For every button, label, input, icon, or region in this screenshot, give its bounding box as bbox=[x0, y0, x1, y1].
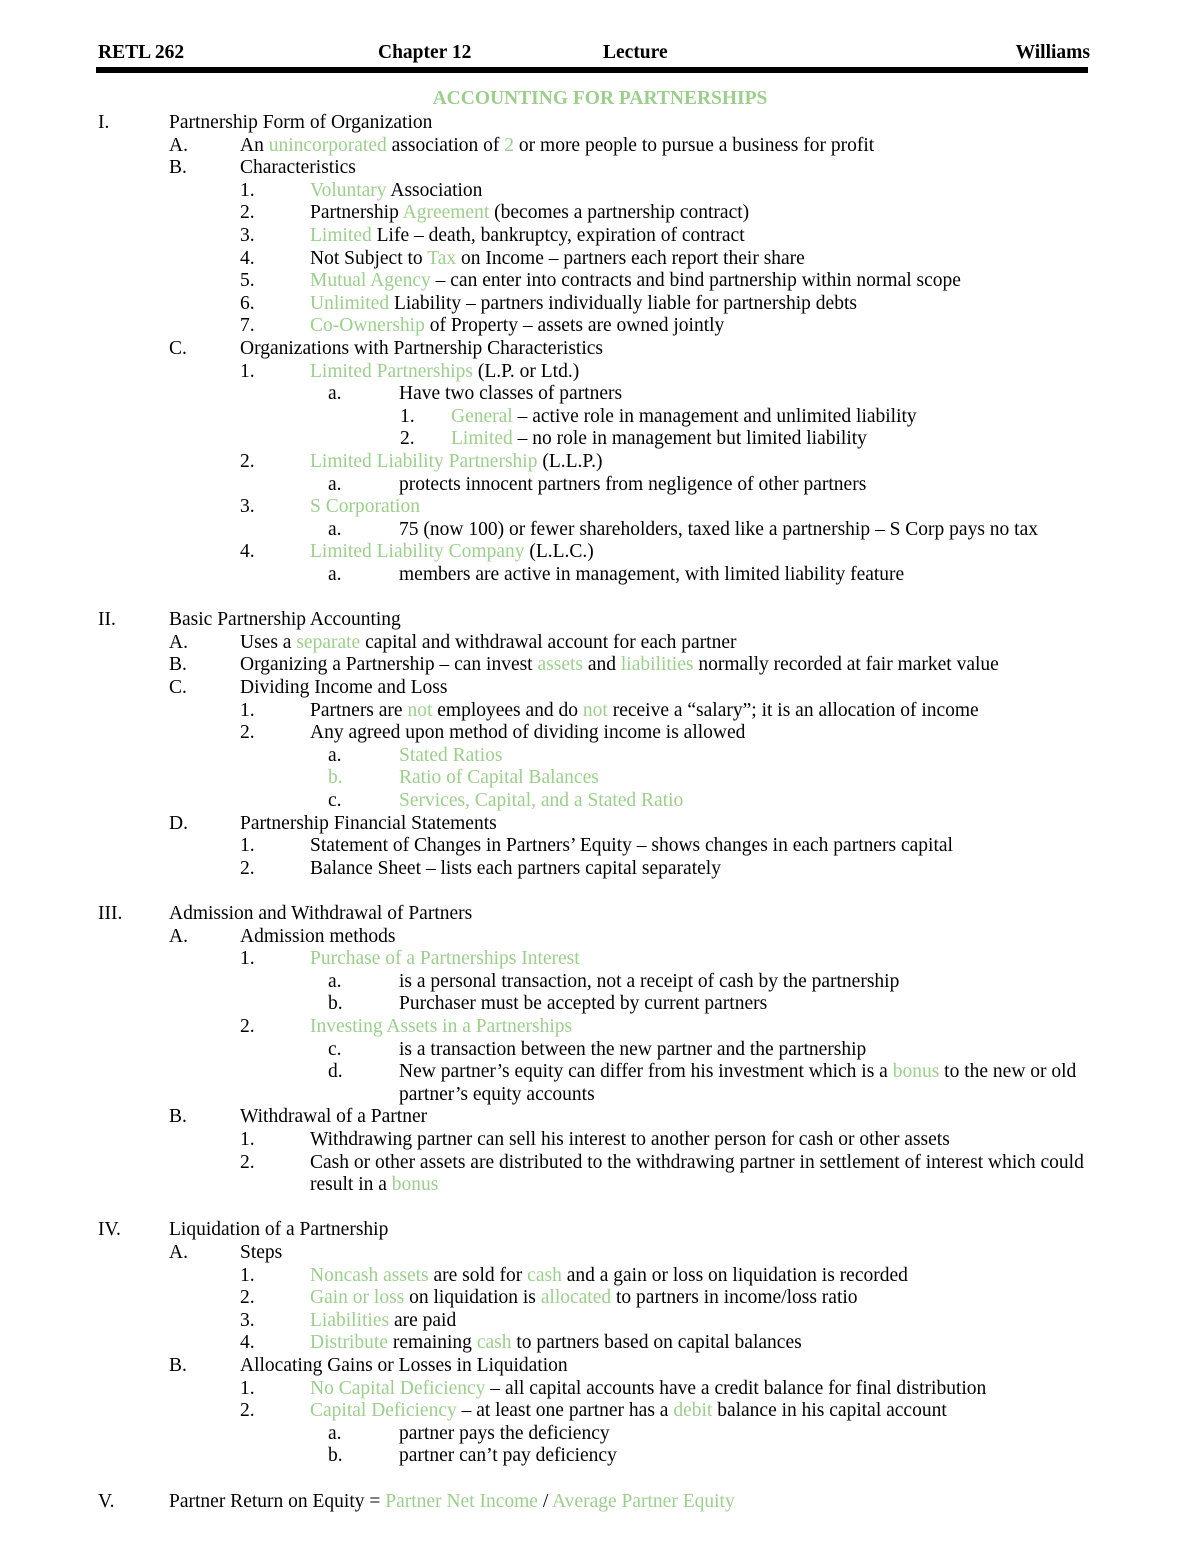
text-run: Characteristics bbox=[240, 157, 356, 179]
outline-line bbox=[0, 135, 1200, 157]
text-run: – at least one partner has a bbox=[456, 1400, 674, 1422]
outline-text bbox=[310, 1174, 438, 1196]
outline-text bbox=[399, 745, 502, 767]
outline-text bbox=[169, 1219, 388, 1241]
text-run: are sold for bbox=[428, 1264, 528, 1286]
outline-line bbox=[0, 361, 1200, 383]
outline-line bbox=[0, 790, 1200, 812]
outline-marker: A. bbox=[169, 1242, 188, 1263]
outline-marker: A. bbox=[169, 925, 188, 947]
outline-text bbox=[399, 519, 1038, 541]
outline-text bbox=[310, 835, 953, 857]
outline-marker: 3. bbox=[240, 1309, 255, 1331]
outline-text bbox=[240, 1242, 282, 1264]
outline-marker: IV. bbox=[98, 1219, 121, 1241]
highlighted-term: Limited Liability Company bbox=[310, 541, 525, 563]
text-run: result in a bbox=[310, 1174, 392, 1196]
outline-marker: a. bbox=[328, 383, 342, 405]
text-run: (becomes a partnership contract) bbox=[489, 202, 750, 224]
text-run: Life – death, bankruptcy, expiration of contract bbox=[371, 225, 745, 246]
outline-marker: C. bbox=[169, 677, 187, 698]
outline-text bbox=[310, 496, 420, 518]
highlighted-term: Tax bbox=[427, 247, 457, 269]
outline-line bbox=[0, 993, 1200, 1015]
outline-marker: V. bbox=[98, 1490, 115, 1512]
text-run: partner can’t pay deficiency bbox=[399, 1445, 617, 1467]
text-run: balance in his capital account bbox=[712, 1400, 947, 1422]
outline-marker: 1. bbox=[240, 179, 255, 201]
highlighted-term: Limited Liability Partnership bbox=[310, 451, 538, 472]
outline-marker: a. bbox=[328, 970, 342, 992]
outline-text bbox=[310, 948, 580, 970]
outline-line bbox=[0, 677, 1200, 699]
outline-line bbox=[0, 1332, 1200, 1354]
outline-text bbox=[399, 971, 899, 993]
text-run: Allocating Gains or Losses in Liquidation bbox=[240, 1355, 568, 1376]
text-run: – active role in management and unlimited liability bbox=[512, 405, 917, 427]
text-run: (L.L.C.) bbox=[524, 541, 594, 563]
outline-line bbox=[0, 1242, 1200, 1264]
outline-marker: d. bbox=[328, 1061, 343, 1083]
outline-line bbox=[0, 1106, 1200, 1128]
outline-line bbox=[0, 926, 1200, 948]
outline-text bbox=[310, 722, 745, 744]
outline-text bbox=[399, 1445, 617, 1467]
outline-line bbox=[0, 157, 1200, 179]
outline-text bbox=[310, 1016, 572, 1038]
highlighted-term: Capital Deficiency bbox=[310, 1400, 457, 1422]
outline-text bbox=[310, 1378, 986, 1400]
text-run: Admission and Withdrawal of Partners bbox=[169, 903, 473, 924]
text-run: Partnership Financial Statements bbox=[240, 812, 497, 834]
highlighted-term: allocated bbox=[540, 1287, 612, 1309]
outline-text bbox=[310, 248, 805, 270]
text-run: Organizations with Partnership Characteristics bbox=[240, 338, 604, 359]
text-run: Basic Partnership Accounting bbox=[169, 609, 401, 631]
outline-line bbox=[0, 383, 1200, 405]
outline-marker: b. bbox=[328, 993, 343, 1015]
text-run: Purchaser must be accepted by current partners bbox=[399, 993, 768, 1015]
highlighted-term: Investing Assets in a Partnerships bbox=[310, 1016, 573, 1037]
highlighted-term: cash bbox=[527, 1264, 562, 1286]
outline-marker: 6. bbox=[240, 292, 255, 314]
outline-text bbox=[169, 903, 472, 925]
text-run: are paid bbox=[389, 1309, 457, 1331]
text-run: Statement of Changes in Partners’ Equity – shows changes in each partners capital bbox=[310, 835, 953, 857]
outline-line bbox=[0, 338, 1200, 360]
outline-line bbox=[0, 1355, 1200, 1377]
highlighted-term: Agreement bbox=[402, 202, 490, 224]
outline-line bbox=[0, 248, 1200, 270]
outline-marker: B. bbox=[169, 654, 187, 676]
text-run: members are active in management, with limited liability feature bbox=[399, 564, 905, 585]
outline-marker: 2. bbox=[400, 428, 415, 450]
highlighted-term: bonus bbox=[892, 1061, 940, 1083]
outline-line bbox=[0, 632, 1200, 654]
outline-text bbox=[310, 202, 749, 224]
outline-line bbox=[0, 609, 1200, 631]
highlighted-term: Average Partner Equity bbox=[552, 1490, 735, 1512]
outline-line bbox=[0, 541, 1200, 563]
outline-text bbox=[310, 858, 721, 880]
highlighted-term: No Capital Deficiency bbox=[310, 1377, 486, 1399]
outline-marker: 1. bbox=[240, 1129, 255, 1150]
outline-text bbox=[310, 225, 745, 247]
outline-line bbox=[0, 835, 1200, 857]
text-run: – can enter into contracts and bind partnership within normal scope bbox=[430, 270, 961, 292]
outline-text bbox=[310, 1400, 947, 1422]
outline-line bbox=[0, 406, 1200, 428]
outline-marker: c. bbox=[328, 1038, 342, 1060]
highlighted-term: Mutual Agency bbox=[310, 270, 431, 292]
highlighted-term: Unlimited bbox=[310, 292, 390, 314]
outline-line bbox=[0, 722, 1200, 744]
text-run: capital and withdrawal account for each partner bbox=[360, 631, 737, 653]
highlighted-term: Limited Partnerships bbox=[310, 360, 474, 382]
outline-text bbox=[451, 428, 867, 450]
outline-marker: II. bbox=[98, 609, 116, 631]
highlighted-term: Stated Ratios bbox=[399, 744, 503, 766]
highlighted-term: Distribute bbox=[310, 1332, 388, 1354]
outline-marker: 2. bbox=[240, 857, 255, 879]
text-run: Partnership Form of Organization bbox=[169, 112, 433, 133]
outline-line bbox=[0, 948, 1200, 970]
outline-text bbox=[240, 135, 874, 157]
outline-marker: a. bbox=[328, 518, 342, 540]
outline-line bbox=[0, 858, 1200, 880]
outline-marker: 2. bbox=[240, 1016, 255, 1037]
text-run: or more people to pursue a business for profit bbox=[514, 134, 875, 156]
outline-text bbox=[240, 677, 447, 699]
text-run: Steps bbox=[240, 1242, 283, 1263]
outline-line bbox=[0, 745, 1200, 767]
highlighted-term: Co-Ownership bbox=[310, 315, 425, 337]
outline-marker: 2. bbox=[240, 722, 255, 744]
text-run: Partner Return on Equity = bbox=[169, 1490, 386, 1512]
outline-line bbox=[0, 1491, 1200, 1513]
highlighted-term: Partner Net Income bbox=[385, 1490, 538, 1512]
header-chapter: Chapter 12 bbox=[378, 42, 472, 63]
text-run: to partners in income/loss ratio bbox=[611, 1287, 858, 1309]
outline-line bbox=[0, 767, 1200, 789]
outline-text bbox=[399, 993, 767, 1015]
outline-text bbox=[310, 1287, 858, 1309]
outline-text bbox=[240, 1106, 427, 1128]
outline-text bbox=[310, 270, 961, 292]
outline-line bbox=[0, 180, 1200, 202]
outline-marker: B. bbox=[169, 1355, 187, 1376]
outline-line bbox=[0, 225, 1200, 247]
header-author: Williams bbox=[1015, 42, 1090, 63]
outline-text bbox=[399, 1084, 595, 1106]
outline-text bbox=[399, 1423, 610, 1445]
outline-line bbox=[0, 112, 1200, 134]
text-run: receive a “salary”; it is an allocation of income bbox=[607, 699, 979, 721]
outline-marker: a. bbox=[328, 564, 342, 585]
text-run: to the new or old bbox=[939, 1061, 1077, 1083]
outline-text bbox=[399, 1039, 866, 1061]
text-run: on Income – partners each report their share bbox=[456, 247, 805, 269]
highlighted-term: Voluntary bbox=[310, 179, 387, 201]
text-run: Admission methods bbox=[240, 925, 396, 947]
outline-marker: 2. bbox=[240, 1151, 255, 1173]
outline-text bbox=[240, 654, 999, 676]
highlighted-term: debit bbox=[673, 1400, 713, 1422]
outline-line bbox=[0, 1400, 1200, 1422]
highlighted-term: not bbox=[582, 699, 608, 721]
outline-text bbox=[240, 813, 497, 835]
text-run: partner pays the deficiency bbox=[399, 1422, 610, 1444]
outline-line bbox=[0, 1287, 1200, 1309]
text-run: Withdrawing partner can sell his interest to another person for cash or other assets bbox=[310, 1129, 950, 1150]
text-run: and bbox=[582, 654, 621, 676]
highlighted-term: S Corporation bbox=[310, 496, 420, 518]
text-run: – all capital accounts have a credit balance for final distribution bbox=[485, 1377, 987, 1399]
outline-text bbox=[399, 767, 599, 789]
outline-line bbox=[0, 1039, 1200, 1061]
highlighted-term: unincorporated bbox=[268, 134, 387, 156]
outline-text bbox=[169, 112, 432, 134]
header-type: Lecture bbox=[603, 42, 668, 63]
text-run: Uses a bbox=[240, 631, 297, 653]
text-run: Any agreed upon method of dividing income is allowed bbox=[310, 722, 746, 744]
header-rule bbox=[96, 67, 1088, 73]
outline-line bbox=[0, 1174, 1200, 1196]
outline-text bbox=[399, 790, 683, 812]
outline-line bbox=[0, 293, 1200, 315]
outline-line bbox=[0, 202, 1200, 224]
text-run: Liability – partners individually liable for partnership debts bbox=[389, 292, 857, 314]
outline-marker: 2. bbox=[240, 1400, 255, 1422]
outline-marker: I. bbox=[98, 112, 110, 133]
outline-line bbox=[0, 1084, 1200, 1106]
outline-marker: 4. bbox=[240, 247, 255, 269]
outline-marker: 1. bbox=[240, 835, 255, 857]
highlighted-term: cash bbox=[476, 1332, 512, 1354]
highlighted-term: Purchase of a Partnerships Interest bbox=[310, 948, 580, 970]
text-run: (L.L.P.) bbox=[537, 451, 603, 472]
text-run: is a personal transaction, not a receipt of cash by the partnership bbox=[399, 970, 900, 992]
highlighted-term: General bbox=[451, 405, 513, 427]
outline-text bbox=[240, 632, 736, 654]
outline-marker: b. bbox=[328, 1445, 343, 1467]
text-run: employees and do bbox=[432, 699, 583, 721]
outline-text bbox=[310, 1310, 456, 1332]
text-run: to partners based on capital balances bbox=[511, 1332, 802, 1354]
highlighted-term: Ratio of Capital Balances bbox=[399, 767, 599, 789]
outline-line bbox=[0, 1016, 1200, 1038]
text-run: remaining bbox=[388, 1332, 477, 1354]
outline-line bbox=[0, 1265, 1200, 1287]
outline-line bbox=[0, 428, 1200, 450]
text-run: and a gain or loss on liquidation is recorded bbox=[561, 1264, 908, 1286]
outline-line bbox=[0, 700, 1200, 722]
text-run: Organizing a Partnership – can invest bbox=[240, 654, 538, 676]
highlighted-term: Noncash assets bbox=[310, 1264, 429, 1286]
outline-marker: 2. bbox=[240, 451, 255, 472]
outline-text bbox=[310, 1332, 802, 1354]
outline-marker: a. bbox=[328, 1422, 342, 1444]
outline-text bbox=[169, 1491, 735, 1513]
outline-line bbox=[0, 1152, 1200, 1174]
highlighted-term: separate bbox=[296, 631, 361, 653]
text-run: Balance Sheet – lists each partners capital separately bbox=[310, 857, 721, 879]
text-run: partner’s equity accounts bbox=[399, 1083, 595, 1105]
outline-text bbox=[240, 338, 603, 360]
outline-marker: 1. bbox=[240, 360, 255, 382]
text-run: (L.P. or Ltd.) bbox=[473, 360, 580, 382]
outline-line bbox=[0, 903, 1200, 925]
outline-line bbox=[0, 1219, 1200, 1241]
outline-text bbox=[310, 541, 594, 563]
outline-marker: A. bbox=[169, 134, 188, 156]
outline-text bbox=[310, 315, 724, 337]
header-course: RETL 262 bbox=[98, 42, 185, 63]
text-run: Withdrawal of a Partner bbox=[240, 1106, 428, 1128]
outline-marker: B. bbox=[169, 1106, 187, 1128]
highlighted-term: Limited bbox=[451, 428, 513, 450]
outline-line bbox=[0, 971, 1200, 993]
outline-line bbox=[0, 1423, 1200, 1445]
outline-marker: 1. bbox=[240, 948, 255, 970]
outline-marker: b. bbox=[328, 767, 343, 789]
outline-line bbox=[0, 1061, 1200, 1083]
highlighted-term: Services, Capital, and a Stated Ratio bbox=[399, 790, 684, 811]
outline-marker: 4. bbox=[240, 1332, 255, 1354]
outline-marker: a. bbox=[328, 744, 342, 766]
outline-marker: 1. bbox=[400, 405, 415, 427]
outline-line bbox=[0, 270, 1200, 292]
outline-marker: 2. bbox=[240, 1287, 255, 1309]
text-run: normally recorded at fair market value bbox=[693, 654, 999, 676]
text-run: Partnership bbox=[310, 202, 403, 224]
outline-text bbox=[240, 1355, 568, 1377]
highlighted-term: 2 bbox=[504, 134, 515, 156]
outline-line bbox=[0, 813, 1200, 835]
text-run: of Property – assets are owned jointly bbox=[424, 315, 725, 337]
outline-marker: 1. bbox=[240, 1264, 255, 1286]
text-run: Dividing Income and Loss bbox=[240, 677, 448, 698]
highlighted-term: Gain or loss bbox=[310, 1287, 405, 1309]
outline-marker: C. bbox=[169, 338, 187, 359]
outline-marker: D. bbox=[169, 812, 188, 834]
outline-text bbox=[169, 609, 401, 631]
outline-line bbox=[0, 474, 1200, 496]
outline-text bbox=[451, 406, 917, 428]
highlighted-term: liabilities bbox=[620, 654, 694, 676]
text-run: New partner’s equity can differ from his investment which is a bbox=[399, 1061, 893, 1083]
outline-text bbox=[399, 383, 622, 405]
text-run: An bbox=[240, 134, 269, 156]
text-run: Association bbox=[386, 179, 483, 201]
outline-marker: 3. bbox=[240, 496, 255, 518]
outline-marker: 2. bbox=[240, 202, 255, 224]
outline-marker: 5. bbox=[240, 270, 255, 292]
text-run: / bbox=[537, 1490, 553, 1512]
outline-line bbox=[0, 1378, 1200, 1400]
outline-line bbox=[0, 315, 1200, 337]
text-run: association of bbox=[386, 134, 505, 156]
outline-marker: 7. bbox=[240, 315, 255, 337]
outline-text bbox=[310, 451, 602, 473]
outline-line bbox=[0, 1129, 1200, 1151]
outline-text bbox=[399, 564, 904, 586]
outline-text bbox=[310, 180, 482, 202]
highlighted-term: Liabilities bbox=[310, 1309, 390, 1331]
outline-marker: III. bbox=[98, 903, 123, 924]
outline-marker: a. bbox=[328, 473, 342, 495]
outline-text bbox=[399, 474, 866, 496]
outline-text bbox=[399, 1061, 1076, 1083]
outline-marker: B. bbox=[169, 157, 187, 179]
outline-line bbox=[0, 519, 1200, 541]
outline-line bbox=[0, 654, 1200, 676]
highlighted-term: not bbox=[407, 699, 433, 721]
text-run: on liquidation is bbox=[404, 1287, 541, 1309]
text-run: protects innocent partners from negligence of other partners bbox=[399, 473, 867, 495]
outline-line bbox=[0, 564, 1200, 586]
outline-line bbox=[0, 1310, 1200, 1332]
outline-text bbox=[310, 700, 979, 722]
outline-text bbox=[310, 293, 857, 315]
outline-marker: A. bbox=[169, 631, 188, 653]
document-title: ACCOUNTING FOR PARTNERSHIPS bbox=[432, 88, 768, 109]
text-run: is a transaction between the new partner and the partnership bbox=[399, 1038, 867, 1060]
highlighted-term: bonus bbox=[391, 1174, 439, 1196]
text-run: Partners are bbox=[310, 699, 408, 721]
outline-marker: 1. bbox=[240, 1377, 255, 1399]
outline-line bbox=[0, 451, 1200, 473]
highlighted-term: Limited bbox=[310, 225, 372, 246]
outline-text bbox=[310, 1152, 1084, 1174]
outline-marker: 4. bbox=[240, 541, 255, 563]
text-run: – no role in management but limited liability bbox=[512, 428, 867, 450]
text-run: Liquidation of a Partnership bbox=[169, 1219, 389, 1241]
outline-text bbox=[310, 1265, 908, 1287]
outline-marker: c. bbox=[328, 790, 342, 811]
outline-marker: 1. bbox=[240, 699, 255, 721]
outline-line bbox=[0, 496, 1200, 518]
outline-text bbox=[240, 157, 356, 179]
text-run: Cash or other assets are distributed to the withdrawing partner in settlement of interest which could bbox=[310, 1151, 1084, 1173]
outline-text bbox=[240, 926, 395, 948]
outline-text bbox=[310, 1129, 950, 1151]
outline-marker: 3. bbox=[240, 225, 255, 246]
outline-text bbox=[310, 361, 579, 383]
text-run: Not Subject to bbox=[310, 247, 428, 269]
text-run: 75 (now 100) or fewer shareholders, taxed like a partnership – S Corp pays no tax bbox=[399, 518, 1038, 540]
outline-line bbox=[0, 1445, 1200, 1467]
highlighted-term: assets bbox=[537, 654, 583, 676]
text-run: Have two classes of partners bbox=[399, 383, 623, 405]
